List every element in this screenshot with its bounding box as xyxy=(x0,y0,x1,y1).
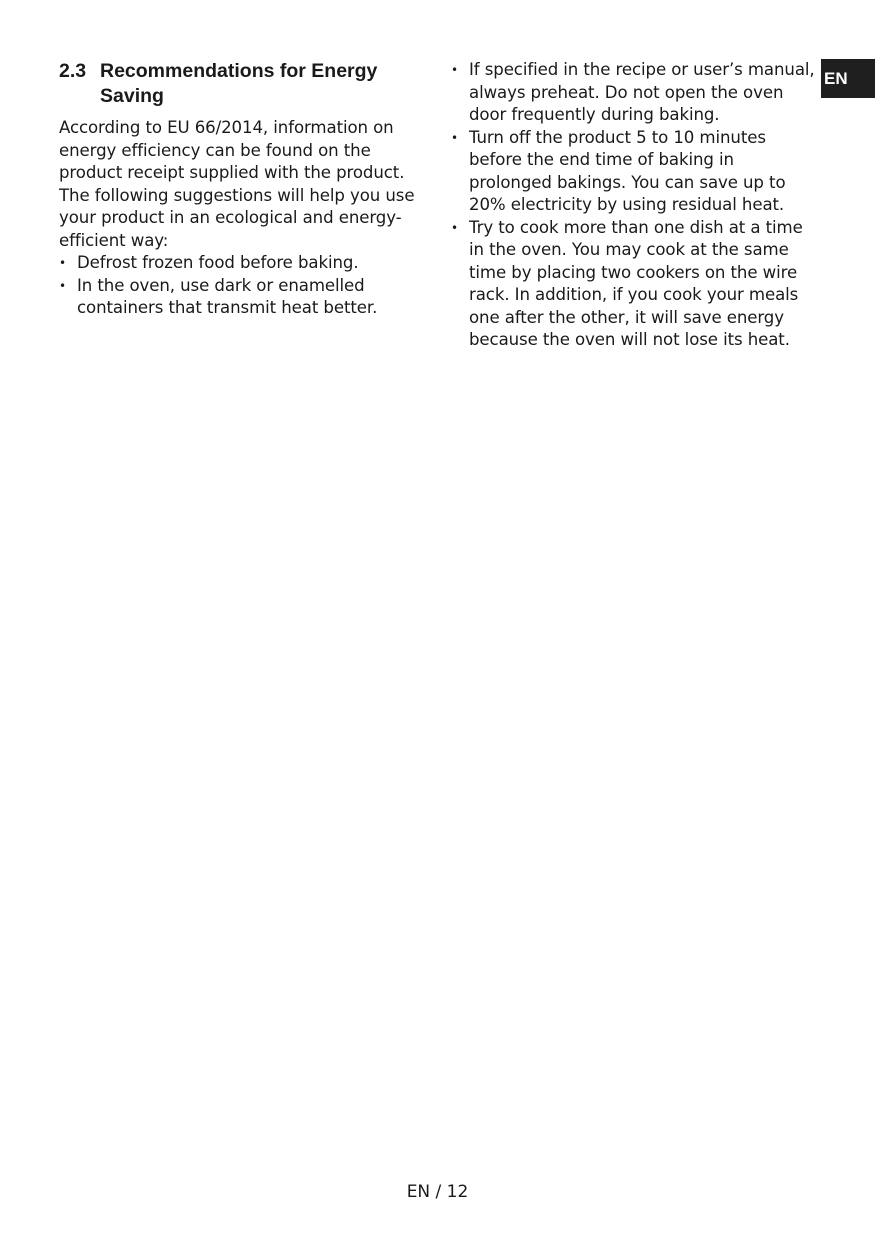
section-heading xyxy=(59,59,427,109)
suggestions-intro-paragraph: The following suggestions will help you use your product in an ecological and energy-efficient way: xyxy=(59,185,415,250)
list-item: • Try to cook more than one dish at a time in the oven. You may cook at the same time by placing two cookers on the wire rack. In addition, if you cook your meals one after the other, it will save energy because the oven will not lose its heat. xyxy=(451,217,803,349)
list-item: • Turn off the product 5 to 10 minutes before the end time of baking in prolonged bakings. You can save up to 20% electricity by using residual heat. xyxy=(451,127,786,214)
right-column xyxy=(451,59,817,352)
page-number: EN / 12 xyxy=(406,1182,469,1202)
language-tab: EN xyxy=(821,59,875,98)
bullet-icon: • xyxy=(451,63,458,77)
bullet-icon: • xyxy=(59,256,66,270)
left-column xyxy=(59,59,427,320)
list-item: • In the oven, use dark or enamelled containers that transmit heat better. xyxy=(59,275,378,317)
section-number: 2.3 xyxy=(59,60,87,82)
bullet-icon: • xyxy=(451,130,458,145)
energy-info-paragraph: According to EU 66/2014, information on energy efficiency can be found on the product receipt supplied with the product. xyxy=(59,118,405,182)
list-item: • Defrost frozen food before baking. xyxy=(59,252,427,275)
bullet-icon: • xyxy=(451,220,458,235)
section-title: Recommendations for Energy Saving xyxy=(100,60,378,107)
right-bullet-list xyxy=(451,59,817,352)
bullet-icon: • xyxy=(59,278,66,293)
left-bullet-list xyxy=(59,252,427,320)
list-item: • If specified in the recipe or user’s manual, always preheat. Do not open the oven door frequently during baking. xyxy=(451,60,815,124)
